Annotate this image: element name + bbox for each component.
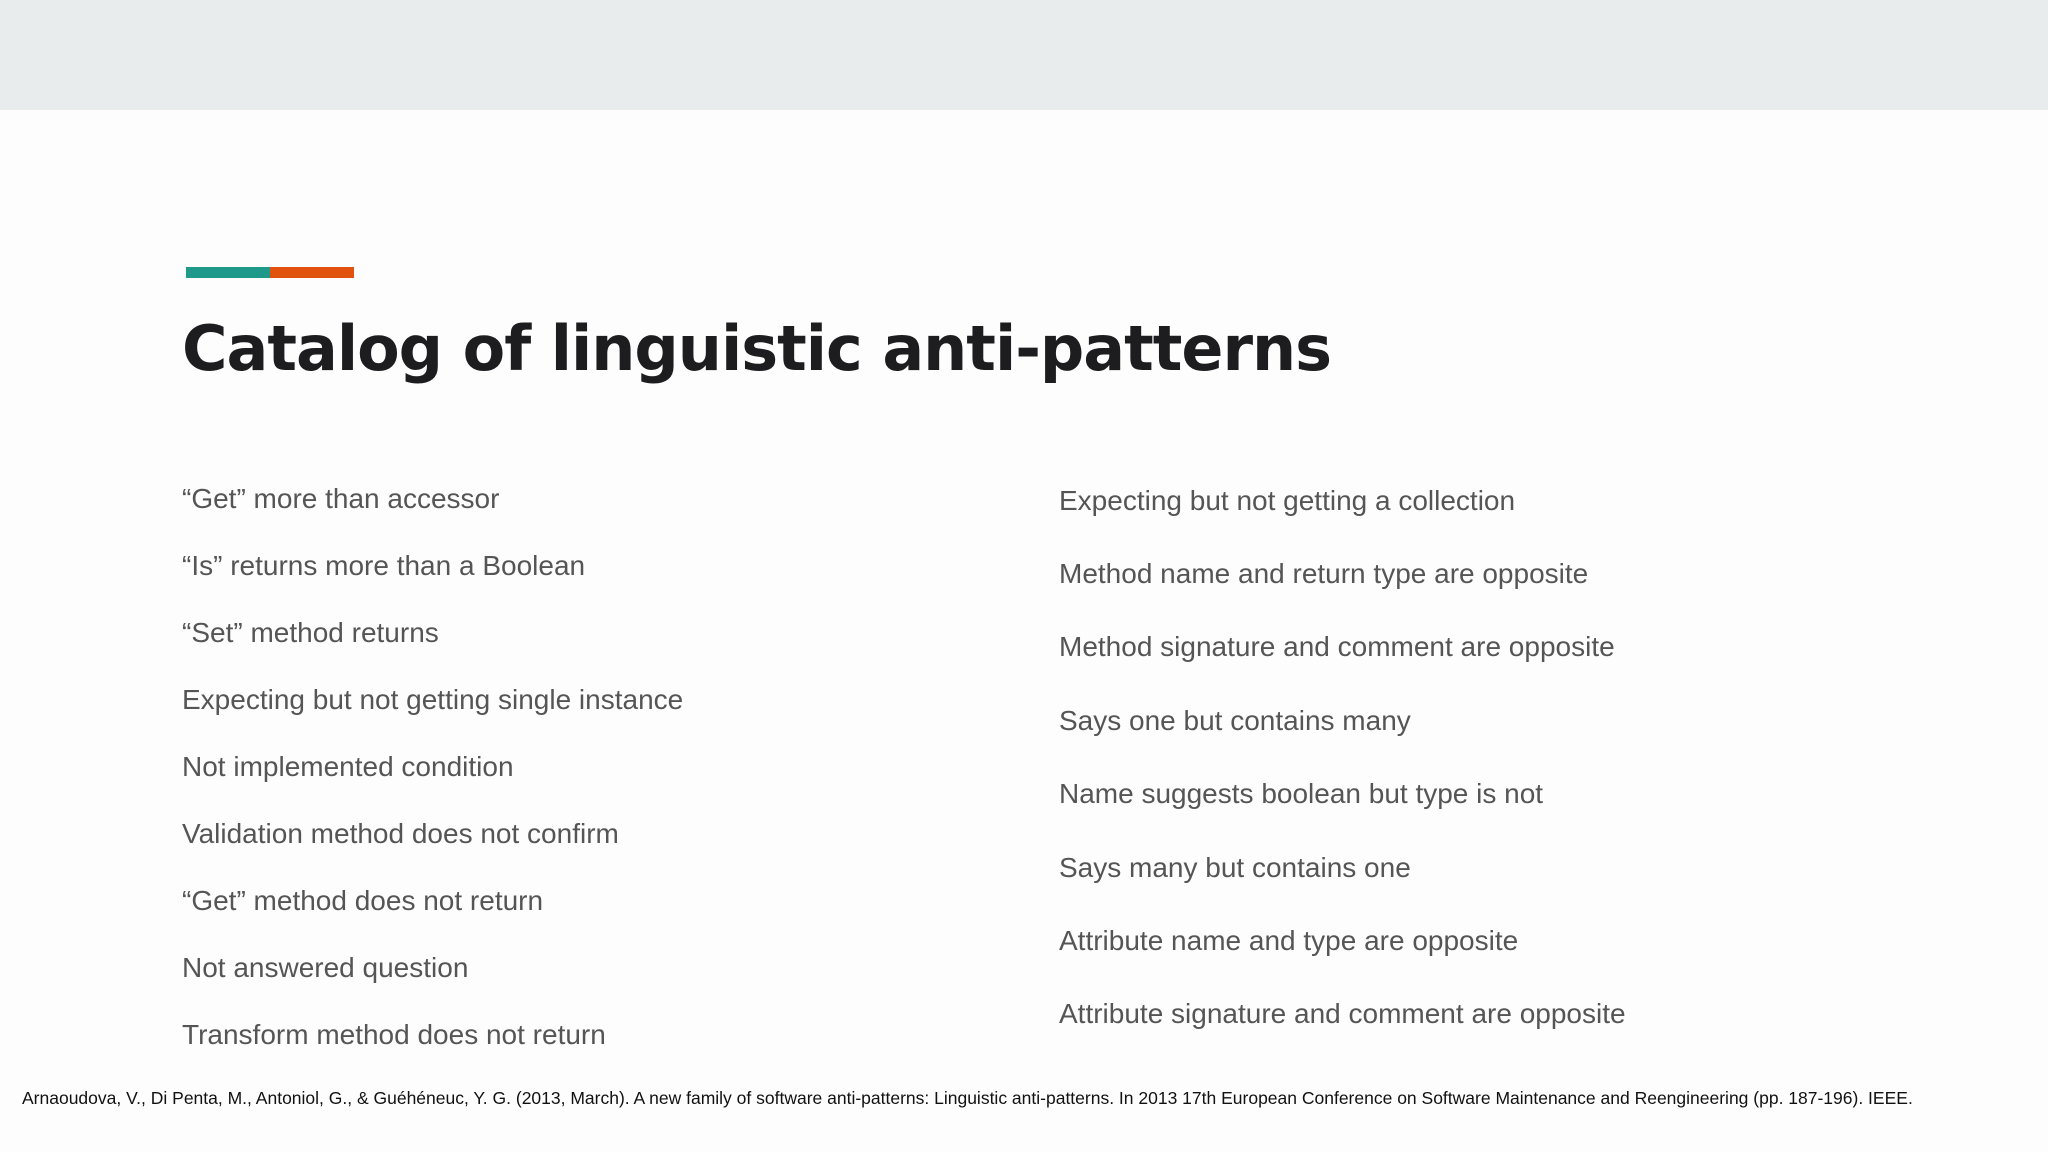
list-item: Method signature and comment are opposite xyxy=(1059,631,1615,662)
list-item: Not implemented condition xyxy=(182,751,514,782)
citation-footnote: Arnaoudova, V., Di Penta, M., Antoniol, G., & Guéhéneuc, Y. G. (2013, March). A new family of software anti-patterns: Linguistic anti-patterns. In 2013 17th European Conference on Software Maintenance and Reengineering (pp. 187-196). IEEE. xyxy=(22,1088,1913,1108)
header-band xyxy=(0,0,2048,110)
accent-bar-orange xyxy=(270,267,354,278)
list-item: Transform method does not return xyxy=(182,1019,606,1050)
slide-title: Catalog of linguistic anti-patterns xyxy=(182,312,1332,385)
list-item: “Get” method does not return xyxy=(182,885,544,916)
list-item: “Is” returns more than a Boolean xyxy=(182,550,586,581)
list-item: “Set” method returns xyxy=(182,617,439,648)
list-item: Method name and return type are opposite xyxy=(1059,558,1589,589)
list-item: “Get” more than accessor xyxy=(182,483,500,514)
list-item: Says one but contains many xyxy=(1059,705,1411,736)
list-item: Not answered question xyxy=(182,952,469,983)
list-item: Says many but contains one xyxy=(1059,852,1411,883)
list-item: Attribute name and type are opposite xyxy=(1059,925,1519,956)
list-item: Attribute signature and comment are opposite xyxy=(1059,998,1626,1029)
list-item: Expecting but not getting single instance xyxy=(182,684,684,715)
list-item: Expecting but not getting a collection xyxy=(1059,485,1516,516)
accent-bar-teal xyxy=(186,267,270,278)
list-item: Validation method does not confirm xyxy=(182,818,619,849)
list-item: Name suggests boolean but type is not xyxy=(1059,778,1544,809)
